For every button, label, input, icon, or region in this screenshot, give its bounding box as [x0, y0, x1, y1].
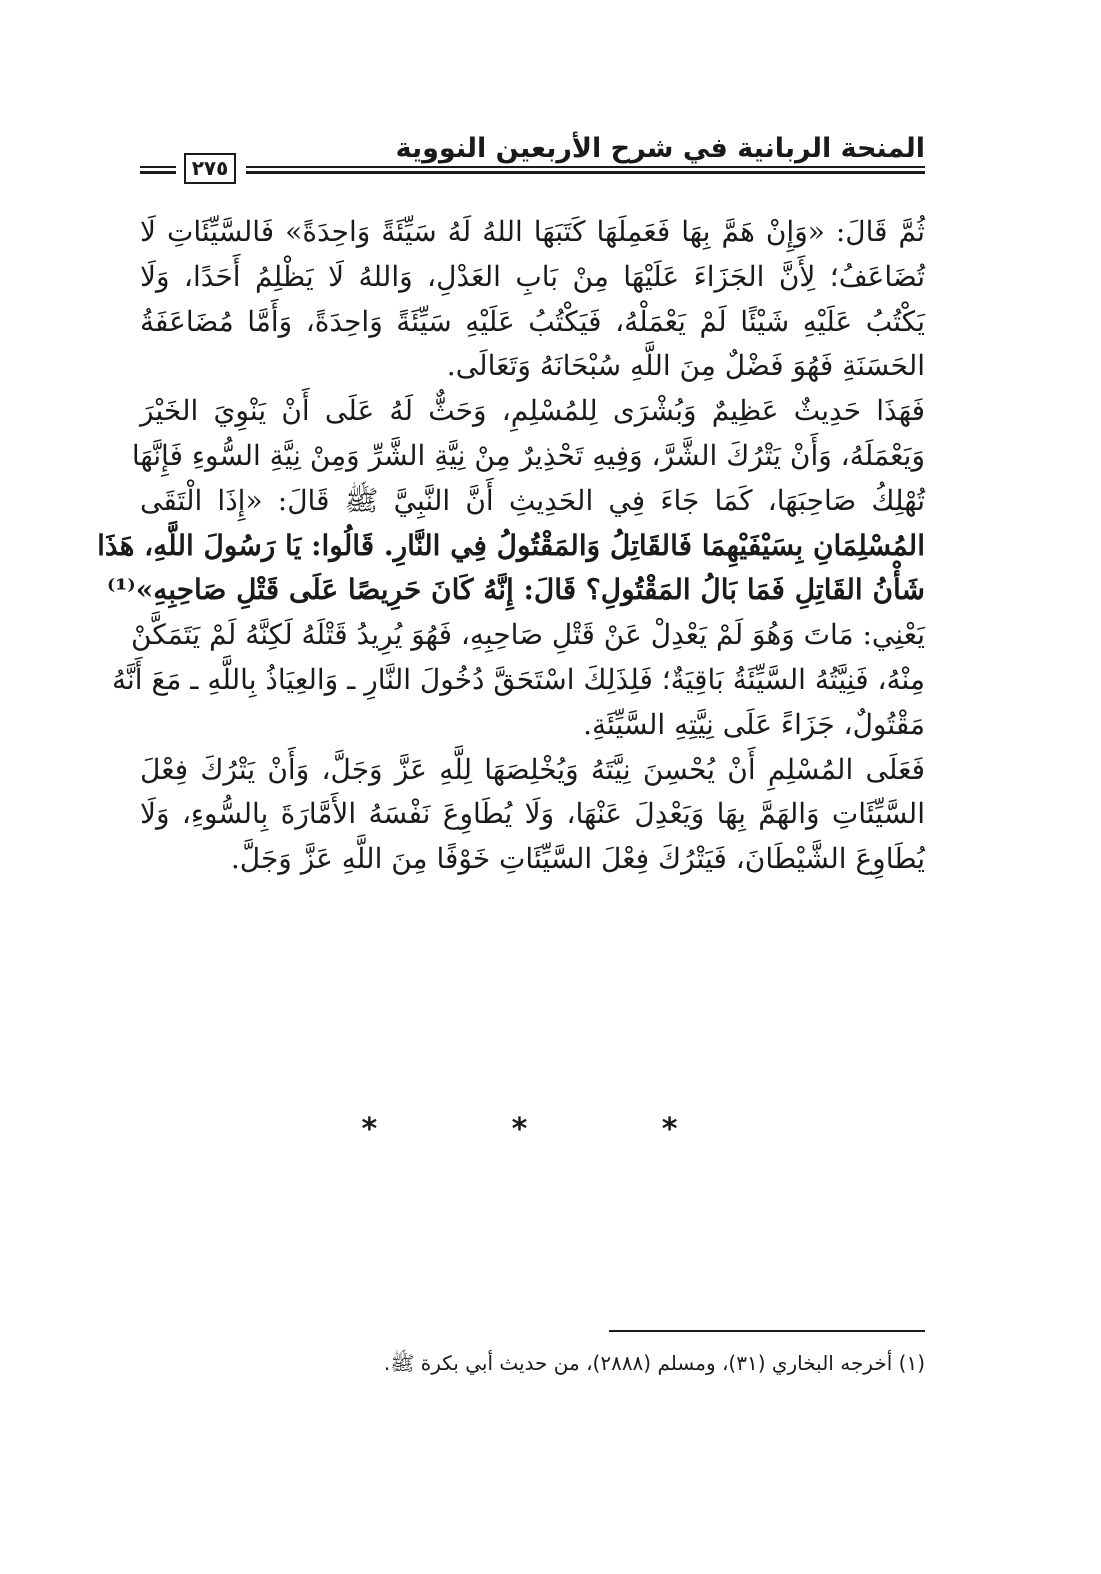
text-line: تُضَاعَفُ؛ لِأَنَّ الجَزَاءَ عَلَيْهَا مِنْ بَابِ العَدْلِ، وَاللهُ لَا يَظْلِمُ أَحَدًا، وَلَا	[140, 259, 925, 293]
footnote: (١) أخرجه البخاري (٣١)، ومسلم (٢٨٨٨)، من حديث أبي بكرة ﷺ.	[383, 1351, 925, 1375]
header-rule	[246, 171, 925, 174]
text-line: تُهْلِكُ صَاحِبَهَا، كَمَا جَاءَ فِي الحَدِيثِ أَنَّ النَّبِيَّ ﷺ قَالَ: «إِذَا الْتَقَى	[140, 483, 925, 517]
text-line: مِنْهُ، فَنِيَّتُهُ السَّيِّئَةُ بَاقِيَةٌ؛ فَلِذَلِكَ اسْتَحَقَّ دُخُولَ النَّارِ ـ وَالعِيَاذُ بِاللَّهِ ـ مَعَ أَنَّهُ	[111, 662, 925, 696]
hadith-line: شَأْنُ القَاتِلِ فَمَا بَالُ المَقْتُولِ؟ قَالَ: إِنَّهُ كَانَ حَرِيصًا عَلَى قَتْلِ صَاحِبِهِ»⁽¹⁾	[106, 573, 925, 607]
text-line: وَيَعْمَلَهُ، وَأَنْ يَتْرُكَ الشَّرَّ، وَفِيهِ تَحْذِيرٌ مِنْ نِيَّةِ الشَّرِّ وَمِنْ نِيَّةِ السُّوءِ فَإِنَّهَا	[131, 438, 925, 472]
header-rule	[246, 166, 925, 168]
header-rule	[140, 166, 176, 168]
text-line: يَكْتُبُ عَلَيْهِ شَيْئًا لَمْ يَعْمَلْهُ، فَيَكْتُبُ عَلَيْهِ سَيِّئَةً وَاحِدَةً، وَأَمَّا مُضَاعَفَةُ	[140, 304, 925, 338]
text-line: يَعْنِي: مَاتَ وَهُوَ لَمْ يَعْدِلْ عَنْ قَتْلِ صَاحِبِهِ، فَهُوَ يُرِيدُ قَتْلَهُ لَكِنَّهُ لَمْ يَتَمَكَّنْ	[131, 618, 925, 652]
text-line: فَعَلَى المُسْلِمِ أَنْ يُحْسِنَ نِيَّتَهُ وَيُخْلِصَهَا لِلَّهِ عَزَّ وَجَلَّ، وَأَنْ يَتْرُكَ فِعْلَ	[140, 752, 925, 786]
footnote-rule	[609, 1330, 925, 1332]
page-number: ٢٧٥	[184, 153, 236, 184]
body-text	[97, 210, 925, 882]
text-line: السَّيِّئَاتِ وَالهَمَّ بِهَا وَيَعْدِلَ عَنْهَا، وَلَا يُطَاوِعَ نَفْسَهُ الأَمَّارَةَ بِالسُّوءِ، وَلَا	[140, 797, 925, 831]
hadith-line: المُسْلِمَانِ بِسَيْفَيْهِمَا فَالقَاتِلُ وَالمَقْتُولُ فِي النَّارِ. قَالُوا: يَا رَسُولَ اللَّهِ، هَذَا	[97, 528, 925, 562]
running-header-title: المنحة الربانية في شرح الأربعين النووية	[395, 133, 925, 164]
text-line: فَهَذَا حَدِيثٌ عَظِيمٌ وَبُشْرَى لِلمُسْلِمِ، وَحَثٌّ لَهُ عَلَى أَنْ يَنْوِيَ الخَيْرَ	[140, 394, 925, 428]
text-line: مَقْتُولٌ، جَزَاءً عَلَى نِيَّتِهِ السَّيِّئَةِ.	[583, 707, 925, 741]
section-separator: * * *	[361, 1112, 740, 1147]
header-rule	[140, 171, 176, 174]
text-line: يُطَاوِعَ الشَّيْطَانَ، فَيَتْرُكَ فِعْلَ السَّيِّئَاتِ خَوْفًا مِنَ اللَّهِ عَزَّ وَجَلَّ.	[230, 842, 925, 876]
text-line: ثُمَّ قَالَ: «وَإِنْ هَمَّ بِهَا فَعَمِلَهَا كَتَبَهَا اللهُ لَهُ سَيِّئَةً وَاحِدَةً» فَالسَّيِّئَاتِ لَا	[140, 215, 925, 248]
text-line: الحَسَنَةِ فَهُوَ فَضْلٌ مِنَ اللَّهِ سُبْحَانَهُ وَتَعَالَى.	[446, 349, 925, 383]
